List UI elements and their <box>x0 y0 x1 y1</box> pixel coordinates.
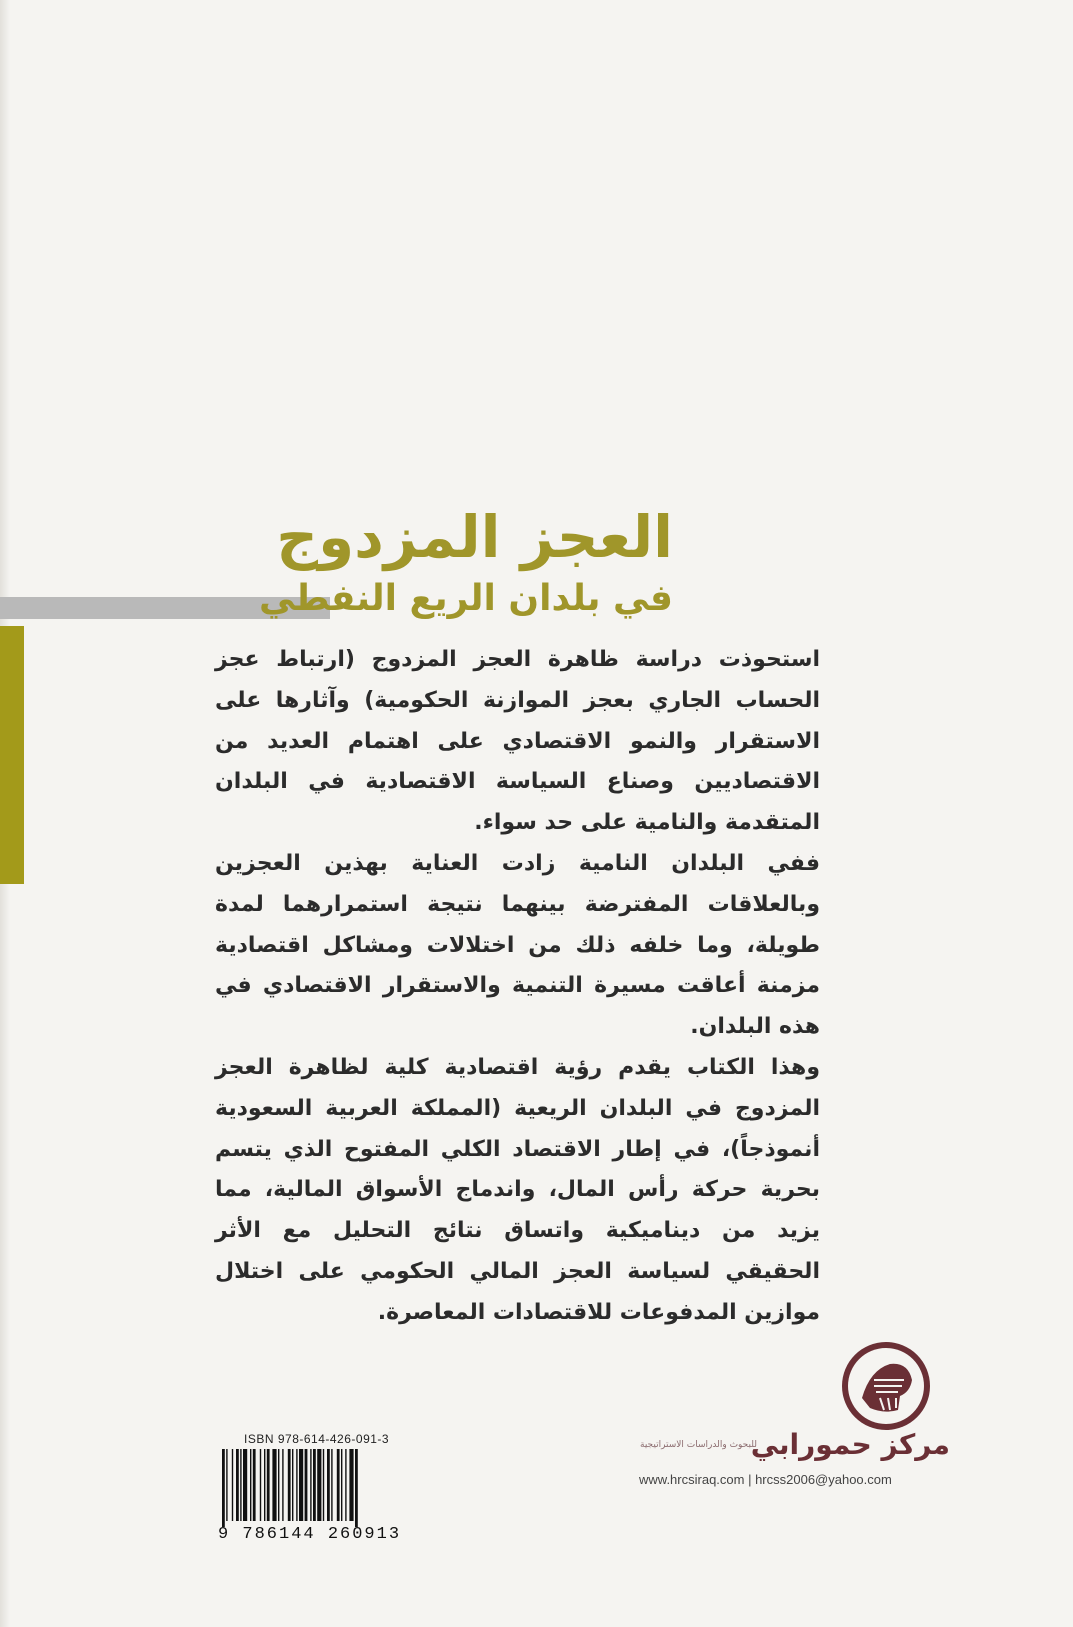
barcode-bar <box>260 1449 261 1521</box>
barcode-bar <box>272 1449 276 1521</box>
barcode-bar <box>222 1449 225 1527</box>
publisher-name: مركز حمورابي <box>750 1428 950 1461</box>
decorative-olive-bar <box>0 626 24 884</box>
barcode-bar <box>232 1449 233 1521</box>
barcode-block <box>218 1432 418 1544</box>
publisher-tagline: للبحوث والدراسات الاستراتيجية <box>640 1440 757 1450</box>
barcode-bar <box>288 1449 291 1521</box>
barcode-bar <box>253 1449 256 1521</box>
barcode-bar <box>299 1449 303 1521</box>
barcode-bar <box>264 1449 265 1521</box>
barcode-bar <box>305 1449 308 1521</box>
barcode-bar <box>327 1449 330 1521</box>
barcode-bar <box>250 1449 251 1521</box>
blurb-paragraph: ففي البلدان النامية زادت العناية بهذين العجزين وبالعلاقات المفترضة بينهما نتيجة استمرارهما لمدة طويلة، وما خلفه ذلك من اختلالات ومشاكل اقتصادية مزمنة أعاقت مسيرة التنمية والاستقرار الاقتصادي في هذه البلدان. <box>215 850 820 1040</box>
barcode-bar <box>313 1449 316 1521</box>
book-subtitle: في بلدان الريع النفطي <box>259 578 673 619</box>
barcode-bar <box>282 1449 283 1521</box>
barcode-bar <box>240 1449 241 1521</box>
barcode-bar <box>236 1449 239 1521</box>
barcode-bar <box>243 1449 247 1521</box>
blurb-paragraph: وهذا الكتاب يقدم رؤية اقتصادية كلية لظاهرة العجز المزدوج في البلدان الريعية (المملكة العربية السعودية أنموذجاً)، في إطار الاقتصاد الكلي المفتوح الذي يتسم بحرية حركة رأس المال، واندماج الأسواق المالية، مما يزيد من ديناميكية واتساق نتائج التحليل مع الأثر الحقيقي لسياسة العجز المالي الحكومي على اختلال موازين المدفوعات للاقتصادات المعاصرة. <box>215 1054 820 1325</box>
barcode-bar <box>345 1449 346 1521</box>
blurb-paragraph: استحوذت دراسة ظاهرة العجز المزدوج (ارتباط عجز الحساب الجاري بعجز الموازنة الحكومية) وآثارها على الاستقرار والنمو الاقتصادي على اهتمام العديد من الاقتصاديين وصناع السياسة الاقتصادية في البلدان المتقدمة والنامية على حد سواء. <box>215 647 820 836</box>
barcode-bar <box>341 1449 342 1521</box>
barcode-digits: 9 786144 260913 <box>218 1525 402 1544</box>
barcode-bar <box>292 1449 293 1521</box>
barcode-bar <box>323 1449 324 1521</box>
barcode-bar <box>349 1449 353 1521</box>
barcode-bar <box>317 1449 321 1521</box>
book-title: العجز المزدوج <box>276 503 673 571</box>
barcode-bar <box>310 1449 311 1521</box>
barcode-bar <box>226 1449 227 1521</box>
isbn-label: ISBN 978-614-426-091-3 <box>244 1432 390 1446</box>
barcode-bar <box>331 1449 332 1521</box>
title-block <box>73 505 673 623</box>
publisher-contact: www.hrcsiraq.com | hrcss2006@yahoo.com <box>639 1472 892 1487</box>
barcode-bar <box>296 1449 297 1521</box>
barcode <box>218 1449 406 1527</box>
barcode-bar <box>267 1449 270 1521</box>
barcode-bar <box>355 1449 358 1527</box>
barcode-bar <box>337 1449 340 1521</box>
blurb <box>215 640 820 1334</box>
publisher-emblem-icon <box>840 1340 932 1432</box>
barcode-bar <box>278 1449 279 1521</box>
